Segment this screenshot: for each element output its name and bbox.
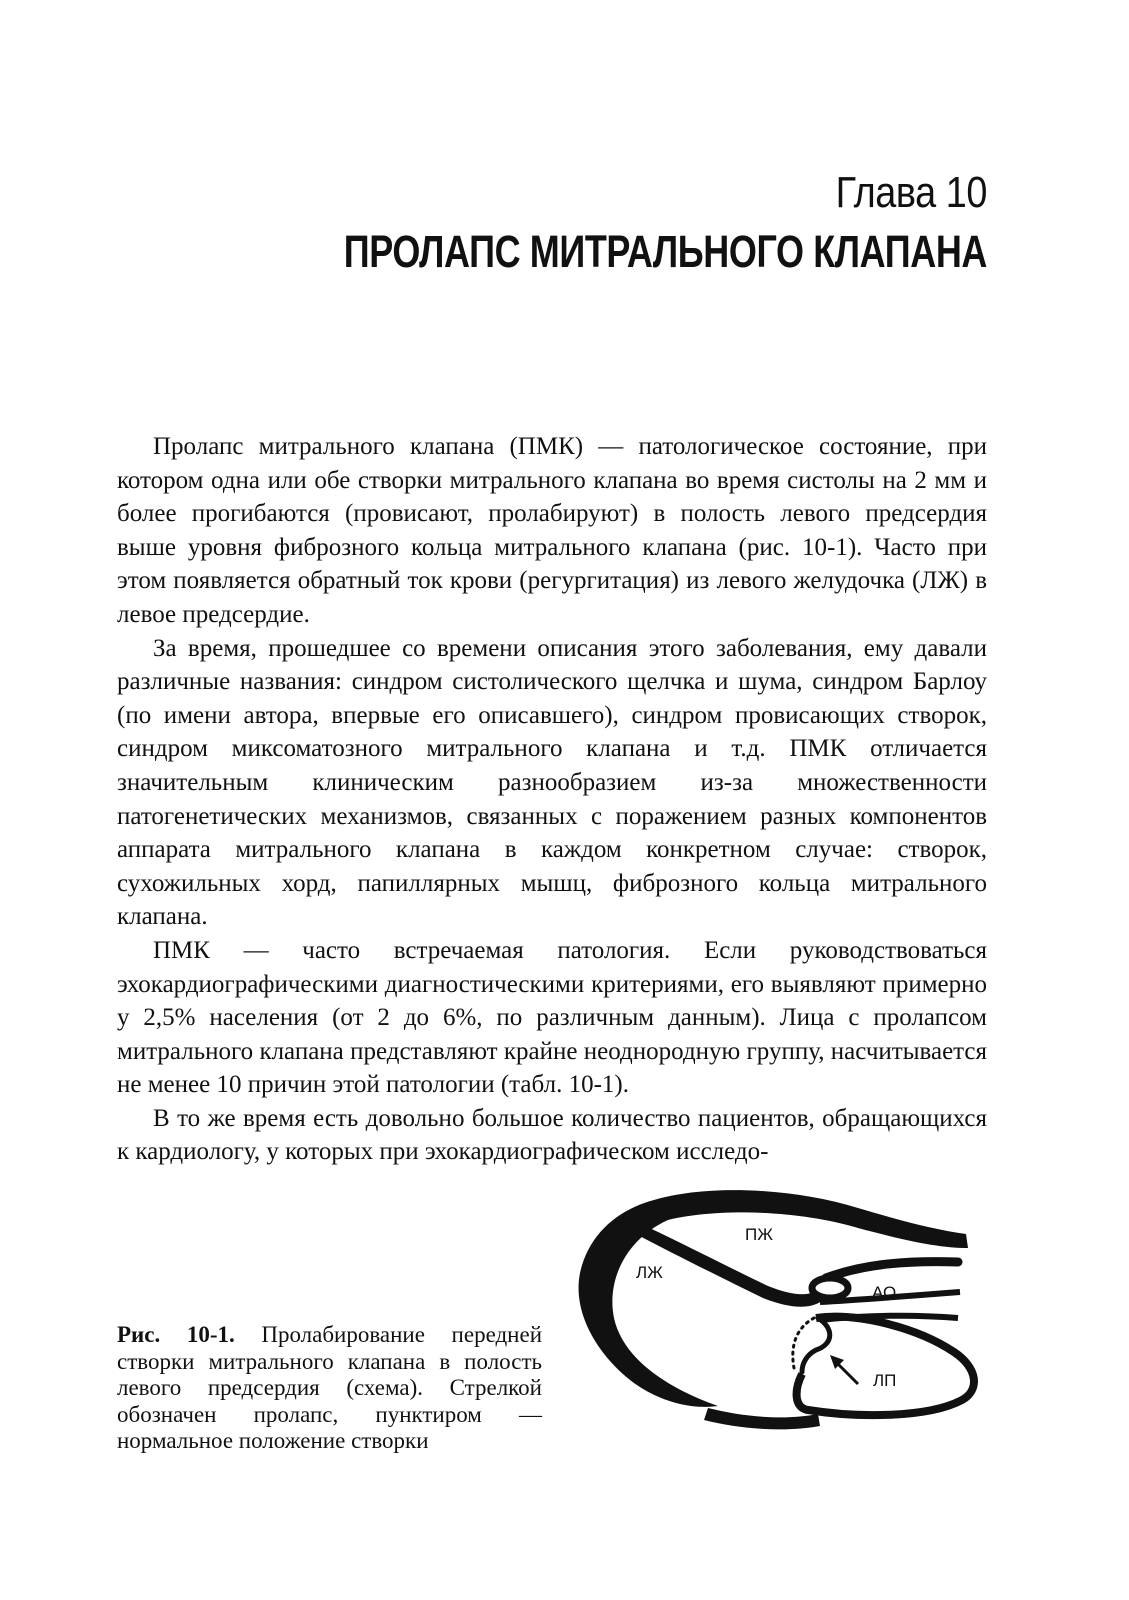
- heart-diagram: [558, 1178, 998, 1442]
- figure-caption-text: Пролабирование передней створки митрального клапана в полость левого предсердия (схема). Стрелкой обозначен пролапс, пунктиром — нормальное положение створки: [117, 1322, 542, 1453]
- label-ao: АО: [872, 1283, 897, 1302]
- paragraph-4: В то же время есть довольно большое количество пациентов, обращающихся к кардиологу, у которых при эхокардиографическом исследо-: [117, 1104, 987, 1166]
- paragraph-2: За время, прошедшее со времени описания этого заболевания, ему давали различные названия: синдром систолического щелчка и шума, синдром Барлоу (по имени автора, впервые его описавшего), синдром провисающих створок, синдром миксоматозного митрального клапана и т.д. ПМК отличается значительным клиническим разнообразием из-за множественности патогенетических механизмов, связанных с поражением разных компонентов аппарата митрального клапана в каждом конкретном случае: створок, сухожильных хорд, папиллярных мышц, фиброзного кольца митрального клапана.: [117, 634, 987, 931]
- paragraph-1: Пролапс митрального клапана (ПМК) — патологическое состояние, при котором одна или обе створки митрального клапана во время систолы на 2 мм и более прогибаются (провисают, пролабируют) в полость левого предсердия выше уровня фиброзного кольца митрального клапана (рис. 10-1). Часто при этом появляется обратный ток крови (регургитация) из левого желудочка (ЛЖ) в левое предсердие.: [117, 433, 987, 628]
- prolapsed-leaflet: [802, 1318, 830, 1372]
- figure-label: Рис. 10-1.: [117, 1322, 235, 1347]
- aortic-valve: [812, 1278, 848, 1298]
- chapter-label: Глава 10: [835, 168, 987, 217]
- paragraph-3: ПМК — часто встречаемая патология. Если руководствоваться эхокардиографическими диагностическими критериями, его выявляют примерно у 2,5% населения (от 2 до 6%, по различным данным). Лица с пролапсом митрального клапана представляют крайне неоднородную группу, насчитывается не менее 10 причин этой патологии (табл. 10-1).: [117, 936, 987, 1099]
- figure-caption: [117, 1322, 542, 1455]
- chapter-title: ПРОЛАПС МИТРАЛЬНОГО КЛАПАНА: [343, 226, 987, 277]
- body-text: [117, 430, 987, 1169]
- la-wall: [797, 1317, 974, 1415]
- arrow-up-left-icon: [830, 1355, 858, 1384]
- rv-wall: [826, 1262, 958, 1278]
- label-la: ЛП: [873, 1371, 897, 1390]
- label-lv: ЛЖ: [636, 1263, 663, 1282]
- label-rv: ПЖ: [745, 1225, 773, 1244]
